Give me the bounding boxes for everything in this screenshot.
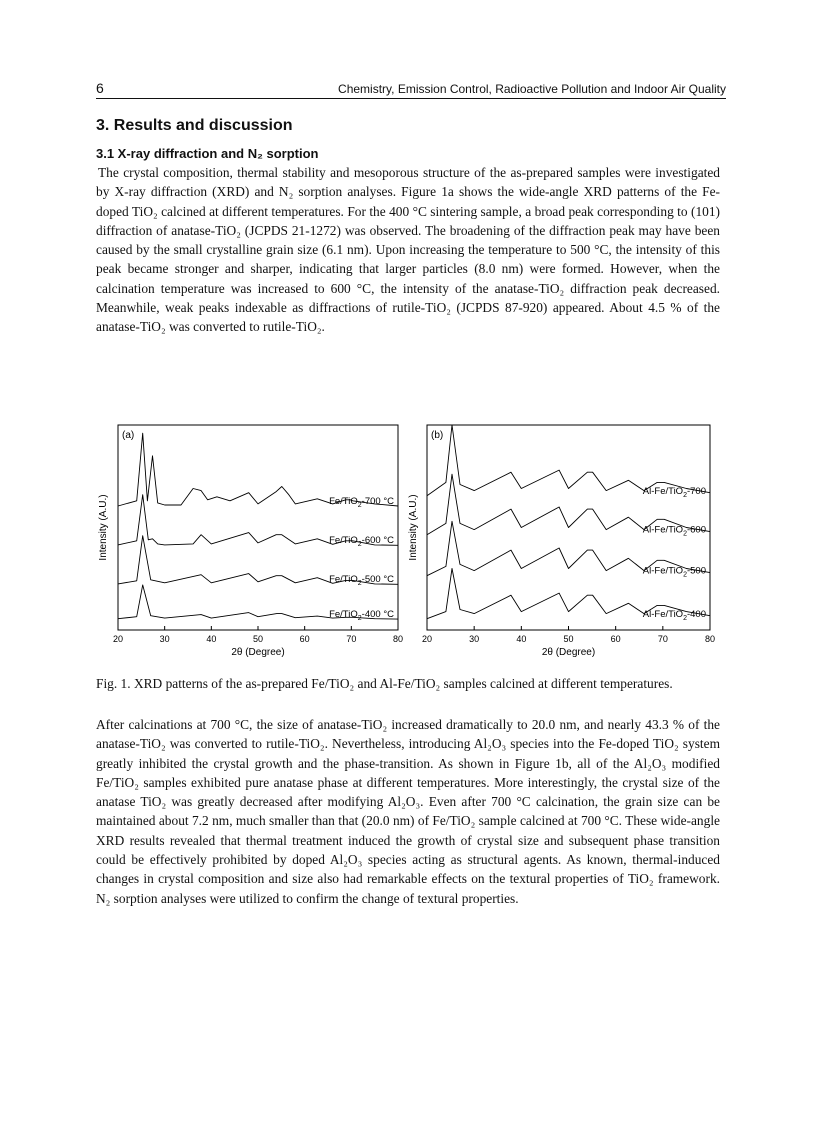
body-paragraph-1: The crystal composition, thermal stability and mesoporous structure of the as-prepared samples were investigated by X-ray diffraction (XRD) and N₂ sorption analyses. Figure 1a shows the wide-angle XRD patterns of the Fe-doped TiO₂ calcined at different temperatures. For the 400 °C sintering sample, a broad peak corresponding to (101) diffraction of anatase-TiO₂ (JCPDS 21-1272) was observed. The broadening of the diffraction peak may have been caused by the small crystalline grain size (6.1 nm). Upon increasing the temperature to 500 °C, the intensity of this peak became stronger and sharper, indicating that larger particles (8.0 nm) were formed. However, when the calcination temperature was increased to 600 °C, the intensity of the anatase-TiO₂ diffraction peak decreased. Meanwhile, weak peaks indexable as diffractions of rutile-TiO₂ (JCPDS 87-920) appeared. About 4.5 % of the anatase-TiO₂ was converted to rutile-TiO₂.	[96, 165, 720, 335]
series-label: Al-Fe/TiO$_2$-700	[642, 485, 706, 499]
x-axis-label: 2θ (Degree)	[231, 647, 285, 658]
page-number: 6	[96, 80, 104, 96]
x-tick-label: 40	[516, 634, 527, 644]
header-rule	[96, 98, 726, 99]
x-tick-label: 40	[206, 634, 217, 644]
x-tick-label: 70	[346, 634, 357, 644]
y-axis-label: Intensity (A.U.)	[408, 494, 419, 561]
series-label: Al-Fe/TiO$_2$-600	[642, 524, 706, 538]
series-label: Fe/TiO$_2$-700 °C	[329, 496, 394, 510]
xrd-figure	[96, 415, 726, 665]
series-label: Al-Fe/TiO$_2$-400	[642, 608, 706, 622]
panel-label: (a)	[122, 430, 135, 441]
x-tick-label: 60	[610, 634, 621, 644]
x-tick-label: 60	[299, 634, 310, 644]
x-tick-label: 50	[563, 634, 574, 644]
series-label: Fe/TiO$_2$-400 °C	[329, 608, 394, 622]
x-tick-label: 30	[469, 634, 480, 644]
x-tick-label: 70	[657, 634, 668, 644]
x-tick-label: 30	[159, 634, 170, 644]
x-tick-label: 20	[112, 634, 124, 644]
y-axis-label: Intensity (A.U.)	[98, 494, 109, 561]
panel-b	[408, 425, 715, 658]
x-tick-label: 50	[252, 634, 264, 644]
plot-frame	[118, 425, 398, 630]
series-label: Fe/TiO$_2$-500 °C	[329, 573, 394, 587]
body-paragraph-2: After calcinations at 700 °C, the size of anatase-TiO₂ increased dramatically to 20.0 nm, and nearly 43.3 % of the anatase-TiO₂ was converted to rutile-TiO₂. Nevertheless, introducing Al₂O₃ species into the Fe-doped TiO₂ system greatly inhibited the crystal growth and the phase-transition. As shown in Figure 1b, all of the Al₂O₃ modified Fe/TiO₂ samples exhibited pure anatase phase at different temperatures. More interestingly, the crystal size of the anatase TiO₂ was greatly decreased after modifying Al₂O₃. Even after 700 °C calcination, the grain size can be maintained about 7.2 nm, much smaller than that (20.0 nm) of Fe/TiO₂ sample calcined at 700 °C. These wide-angle XRD results revealed that thermal treatment induced the growth of crystal size and subsequent phase transition could be effectively prohibited by doped Al₂O₃ species acting as structural agents. As known, thermal-induced changes in crystal composition and size also had remarkable effects on the textural properties of TiO₂ framework. N₂ sorption analyses were utilized to confirm the change of textural properties.	[96, 717, 720, 906]
x-tick-label: 80	[392, 634, 404, 644]
figure-caption: Fig. 1. XRD patterns of the as-prepared Fe/TiO₂ and Al-Fe/TiO₂ samples calcined at different temperatures.	[96, 676, 673, 691]
x-tick-label: 80	[704, 634, 716, 644]
panel-a	[98, 425, 403, 658]
running-header: Chemistry, Emission Control, Radioactive Pollution and Indoor Air Quality	[338, 82, 726, 96]
panel-label: (b)	[431, 430, 444, 441]
subsection-heading: 3.1 X-ray diffraction and N₂ sorption	[96, 146, 319, 161]
series-label: Fe/TiO$_2$-600 °C	[329, 534, 394, 548]
section-heading: 3. Results and discussion	[96, 117, 293, 134]
series-label: Al-Fe/TiO$_2$-500	[642, 565, 706, 579]
x-axis-label: 2θ (Degree)	[541, 647, 596, 658]
x-tick-label: 20	[421, 634, 433, 644]
